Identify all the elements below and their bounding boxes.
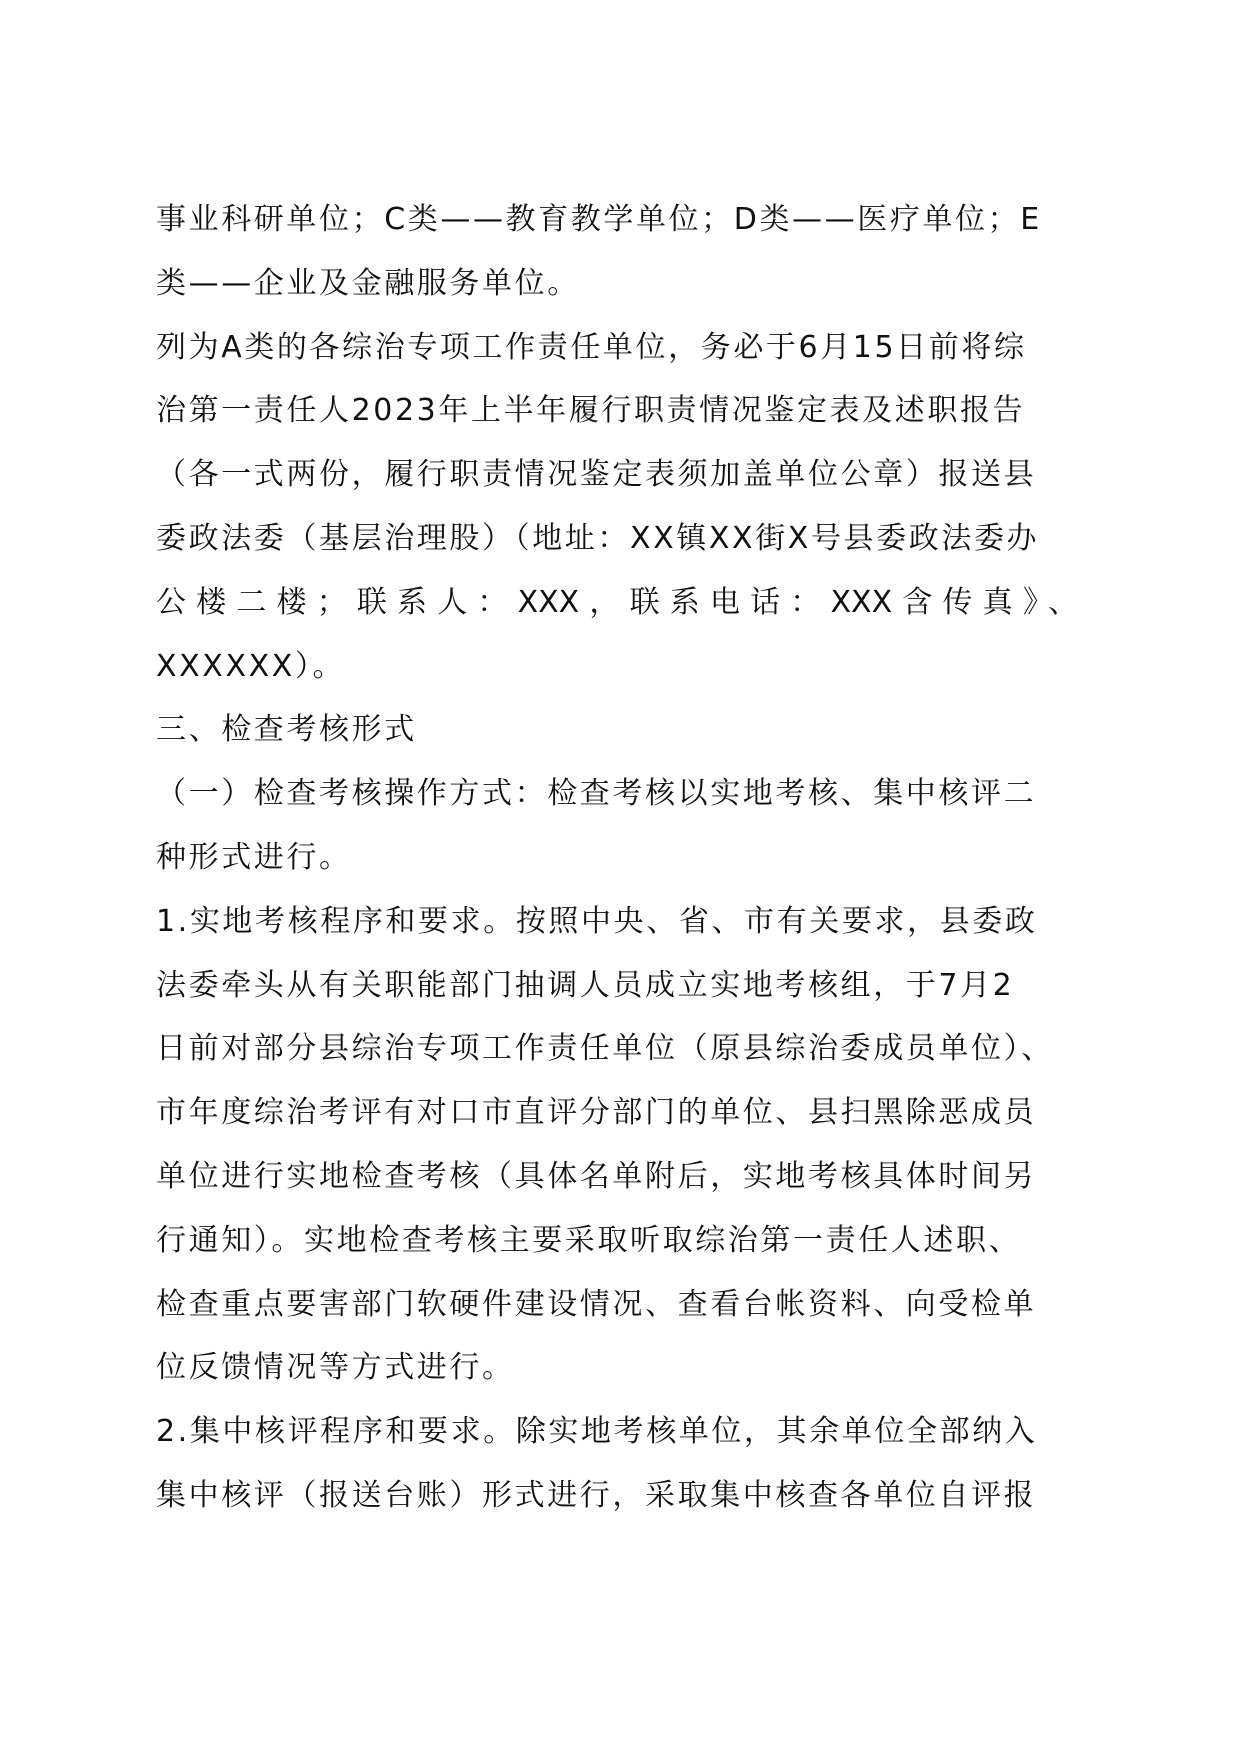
text-line: 位反馈情况等方式进行。: [156, 1350, 515, 1386]
text-line: 市年度综治考评有对口市直评分部门的单位、县扫黑除恶成员: [156, 1095, 1037, 1131]
text-line: 行通知）。实地检查考核主要采取听取综治第一责任人述职、: [156, 1222, 1022, 1258]
text-line: 种形式进行。: [156, 839, 352, 875]
text-line: 公楼二楼；联系人：XXX，联系电话：XXX含传真》、: [156, 584, 1078, 620]
text-line: 1.实地考核程序和要求。按照中央、省、市有关要求，县委政: [156, 903, 1038, 939]
text-line: 2.集中核评程序和要求。除实地考核单位，其余单位全部纳入: [156, 1414, 1038, 1450]
text-line: 治第一责任人2023年上半年履行职责情况鉴定表及述职报告: [156, 393, 1026, 429]
document-body: [156, 188, 1078, 1528]
text-line: 委政法委（基层治理股）（地址：XX镇XX街X号县委政法委办: [156, 520, 1040, 556]
text-line: （一）检查考核操作方式：检查考核以实地考核、集中核评二: [156, 776, 1037, 812]
text-line: 日前对部分县综治专项工作责任单位（原县综治委成员单位）、: [156, 1031, 1054, 1067]
text-line: 列为A类的各综治专项工作责任单位，务必于6月15日前将综: [156, 329, 1027, 365]
text-line: 事业科研单位；C类——教育教学单位；D类——医疗单位；E: [156, 202, 1042, 237]
text-line: 集中核评（报送台账）形式进行，采取集中核查各单位自评报: [156, 1477, 1037, 1513]
text-line: 类——企业及金融服务单位。: [156, 265, 580, 301]
text-line: XXXXXX）。: [156, 648, 346, 684]
text-line: 检查重点要害部门软硬件建设情况、查看台帐资料、向受检单: [156, 1286, 1037, 1322]
text-line: （各一式两份，履行职责情况鉴定表须加盖单位公章）报送县: [156, 457, 1037, 493]
text-line: 法委牵头从有关职能部门抽调人员成立实地考核组，于7月2: [156, 967, 1015, 1003]
section-heading: 三、检查考核形式: [156, 712, 417, 748]
text-line: 单位进行实地检查考核（具体名单附后，实地考核具体时间另: [156, 1158, 1037, 1194]
